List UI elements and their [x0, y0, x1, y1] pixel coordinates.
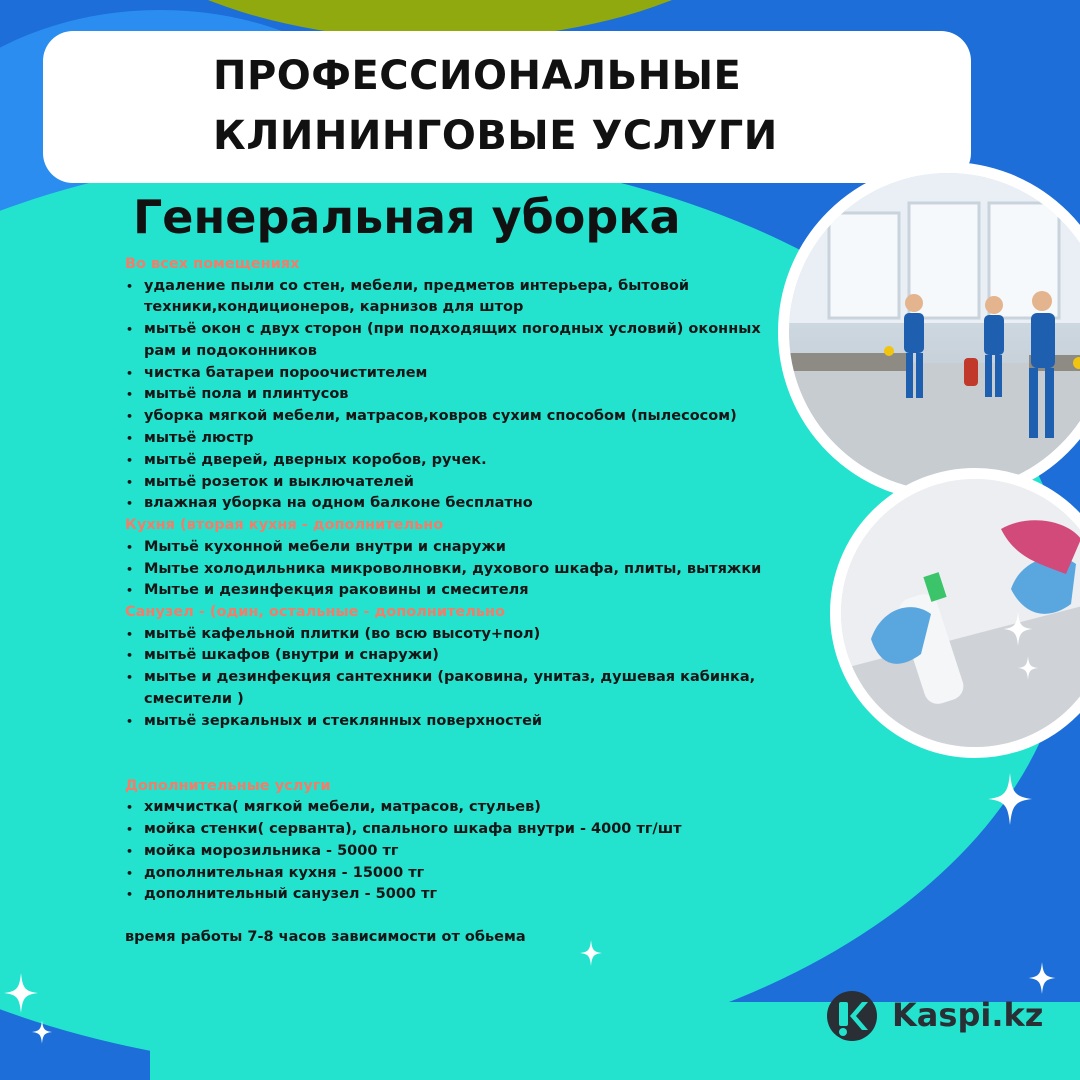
list-item: • мытьё окон с двух сторон (при подходящих погодных условий) оконных рам и подоконников [125, 319, 775, 363]
sparkle-icon [1018, 656, 1038, 680]
gloves-spray-illustration [841, 479, 1080, 747]
list-item: • дополнительная кухня - 15000 тг [125, 863, 775, 885]
list-item: • Мытьё кухонной мебели внутри и снаружи [125, 537, 775, 559]
group-heading-kitchen: Кухня (вторая кухня - дополнительно [125, 517, 444, 534]
list-item: • мытьё зеркальных и стеклянных поверхностей [125, 711, 775, 733]
sparkle-icon [32, 1020, 52, 1044]
group-heading-all-rooms: Во всех помещениях [125, 256, 300, 272]
list-item: • чистка батареи пороочистителем [125, 363, 775, 385]
sparkle-icon [580, 940, 602, 966]
cleaning-team-illustration [789, 173, 1080, 491]
header-title-line2: КЛИНИНГОВЫЕ УСЛУГИ [213, 113, 778, 159]
spacer [125, 733, 775, 776]
list-all-rooms [125, 276, 775, 516]
sparkle-icon [1003, 612, 1033, 646]
services-content [125, 254, 775, 949]
list-item: • Мытье и дезинфекция раковины и смесителя [125, 580, 775, 602]
list-item: • мытьё дверей, дверных коробов, ручек. [125, 450, 775, 472]
list-bathroom [125, 624, 775, 733]
header-card [43, 31, 971, 183]
list-item: • дополнительный санузел - 5000 тг [125, 884, 775, 906]
list-item: • влажная уборка на одном балконе бесплатно [125, 493, 775, 515]
header-title-line1: ПРОФЕССИОНАЛЬНЫЕ [213, 53, 742, 99]
list-item: • мойка морозильника - 5000 тг [125, 841, 775, 863]
list-item: • уборка мягкой мебели, матрасов,ковров сухим способом (пылесосом) [125, 406, 775, 428]
list-item: • химчистка( мягкой мебели, матрасов, стульев) [125, 797, 775, 819]
kaspi-logo [826, 990, 1044, 1042]
list-item: • мытьё кафельной плитки (во всю высоту+пол) [125, 624, 775, 646]
section-title: Генеральная уборка [133, 190, 681, 244]
group-heading-extras: Дополнительные услуги [125, 777, 331, 794]
list-item: • мойка стенки( серванта), спального шкафа внутри - 4000 тг/шт [125, 819, 775, 841]
list-item: • удаление пыли со стен, мебели, предметов интерьера, бытовой техники,кондиционеров, карнизов для штор [125, 276, 775, 320]
spacer [125, 906, 775, 927]
list-item: • мытьё шкафов (внутри и снаружи) [125, 645, 775, 667]
kaspi-brand-name: Kaspi.kz [892, 996, 1044, 1034]
list-extras [125, 797, 775, 906]
group-heading-bathroom: Санузел - (один, остальные - дополнительно [125, 604, 505, 621]
sparkle-icon [1028, 962, 1056, 994]
kaspi-logo-icon [826, 990, 878, 1042]
working-time-note: время работы 7-8 часов зависимости от обьема [125, 929, 526, 946]
list-item: • Мытье холодильника микроволновки, духового шкафа, плиты, вытяжки [125, 559, 775, 581]
sparkle-icon [4, 973, 38, 1013]
list-kitchen [125, 537, 775, 602]
sparkle-icon [988, 773, 1032, 825]
list-item: • мытьё люстр [125, 428, 775, 450]
list-item: • мытьё пола и плинтусов [125, 384, 775, 406]
list-item: • мытьё розеток и выключателей [125, 472, 775, 494]
list-item: • мытье и дезинфекция сантехники (раковина, унитаз, душевая кабинка, смесители ) [125, 667, 775, 711]
